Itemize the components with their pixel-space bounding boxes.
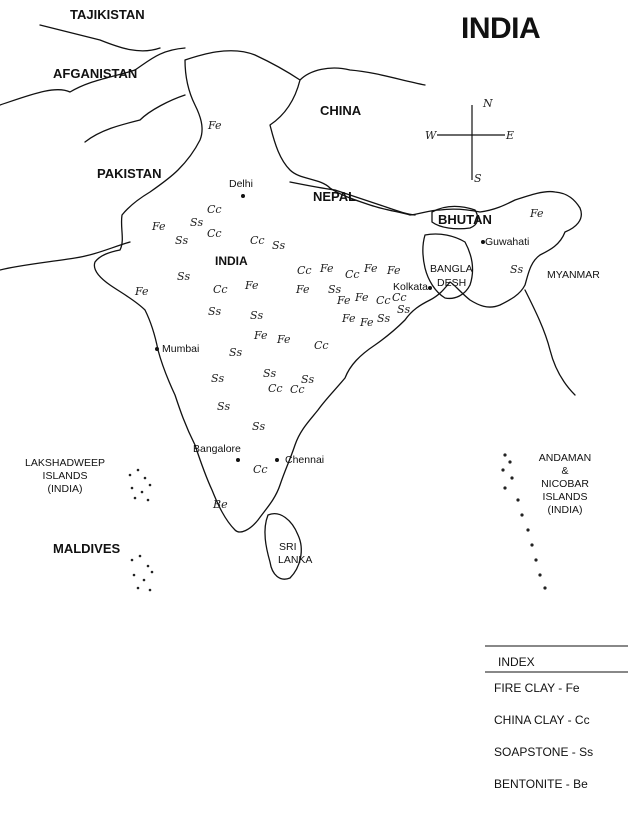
mark-fe: Fe (355, 291, 369, 304)
mark-cc: Cc (376, 294, 391, 307)
label-andaman-line2: & (561, 465, 569, 477)
mark-ss: Ss (190, 216, 204, 229)
city-dot-bangalore (236, 458, 240, 462)
label-delhi: Delhi (229, 178, 253, 190)
label-bangalore: Bangalore (193, 443, 241, 455)
index-item-soapstone: SOAPSTONE - Ss (494, 745, 594, 759)
label-lakshadweep-line2: ISLANDS (42, 470, 88, 482)
label-andaman-line4: ISLANDS (542, 491, 588, 503)
index-item-china-clay: CHINA CLAY - Cc (494, 713, 590, 727)
mark-cc: Cc (207, 227, 222, 240)
mark-fe: Fe (360, 316, 374, 329)
label-india: INDIA (215, 254, 248, 268)
label-andaman-line5: (INDIA) (547, 504, 583, 516)
mark-ss: Ss (328, 283, 342, 296)
label-bangladesh-2: DESH (437, 277, 467, 289)
compass-south: S (474, 172, 482, 185)
index-item-fire-clay: FIRE CLAY - Fe (494, 681, 580, 695)
mark-ss: Ss (211, 372, 225, 385)
map-title: INDIA (461, 12, 541, 45)
index-item-bentonite: BENTONITE - Be (494, 777, 588, 791)
mark-ss: Ss (510, 263, 524, 276)
label-china: CHINA (320, 103, 362, 118)
index-title: INDEX (498, 655, 535, 669)
mark-fe: Fe (135, 285, 149, 298)
label-lakshadweep-line1: LAKSHADWEEP (25, 457, 105, 469)
mark-cc: Cc (268, 382, 283, 395)
city-dot-delhi (241, 194, 245, 198)
mark-cc: Cc (290, 383, 305, 396)
label-pakistan: PAKISTAN (97, 166, 162, 181)
mark-ss: Ss (208, 305, 222, 318)
label-andaman-line3: NICOBAR (541, 478, 589, 490)
mark-ss: Ss (250, 309, 264, 322)
label-lakshadweep-line3: (INDIA) (47, 483, 83, 495)
mark-ss: Ss (177, 270, 191, 283)
label-bhutan: BHUTAN (438, 212, 492, 227)
mark-fe: Fe (387, 264, 401, 277)
city-dot-mumbai (155, 347, 159, 351)
mark-fe: Fe (208, 119, 222, 132)
mark-cc: Cc (207, 203, 222, 216)
mark-cc: Cc (253, 463, 268, 476)
mark-fe: Fe (296, 283, 310, 296)
compass-north: N (483, 97, 493, 110)
label-myanmar: MYANMAR (547, 269, 600, 281)
label-srilanka-1: SRI (279, 541, 297, 553)
mark-cc: Cc (297, 264, 312, 277)
mark-ss: Ss (301, 373, 315, 386)
mark-fe: Fe (364, 262, 378, 275)
mark-fe: Fe (530, 207, 544, 220)
city-dot-kolkata (428, 286, 432, 290)
mark-fe: Fe (245, 279, 259, 292)
mark-cc: Cc (314, 339, 329, 352)
mark-fe: Fe (152, 220, 166, 233)
label-lakshadweep (25, 457, 105, 496)
label-maldives: MALDIVES (53, 541, 121, 556)
mark-cc: Cc (250, 234, 265, 247)
mark-ss: Ss (229, 346, 243, 359)
city-dot-chennai (275, 458, 279, 462)
mark-fe: Fe (254, 329, 268, 342)
label-srilanka-2: LANKA (278, 554, 313, 566)
mark-fe: Fe (342, 312, 356, 325)
mark-cc: Cc (213, 283, 228, 296)
mark-ss: Ss (263, 367, 277, 380)
label-andaman (530, 452, 600, 517)
label-kolkata: Kolkata (393, 281, 429, 293)
label-andaman-line1: ANDAMAN (538, 452, 592, 464)
mark-fe: Fe (277, 333, 291, 346)
label-mumbai: Mumbai (162, 343, 200, 355)
mark-cc: Cc (392, 291, 407, 304)
label-nepal: NEPAL (313, 189, 357, 204)
mark-cc: Cc (345, 268, 360, 281)
mark-ss: Ss (175, 234, 189, 247)
label-tajikistan: TAJIKISTAN (70, 7, 145, 22)
mark-ss: Ss (272, 239, 286, 252)
mark-ss: Ss (397, 303, 411, 316)
mark-ss: Ss (252, 420, 266, 433)
label-bangladesh-1: BANGLA (430, 263, 473, 275)
label-guwahati: Guwahati (485, 236, 530, 248)
mark-fe: Fe (320, 262, 334, 275)
label-chennai: Chennai (285, 454, 325, 466)
mark-ss: Ss (217, 400, 231, 413)
compass-east: E (506, 129, 515, 142)
mark-ss: Ss (377, 312, 391, 325)
label-afganistan: AFGANISTAN (53, 66, 138, 81)
mark-be: Be (213, 498, 228, 511)
mark-fe: Fe (337, 294, 351, 307)
compass-west: W (425, 129, 437, 142)
